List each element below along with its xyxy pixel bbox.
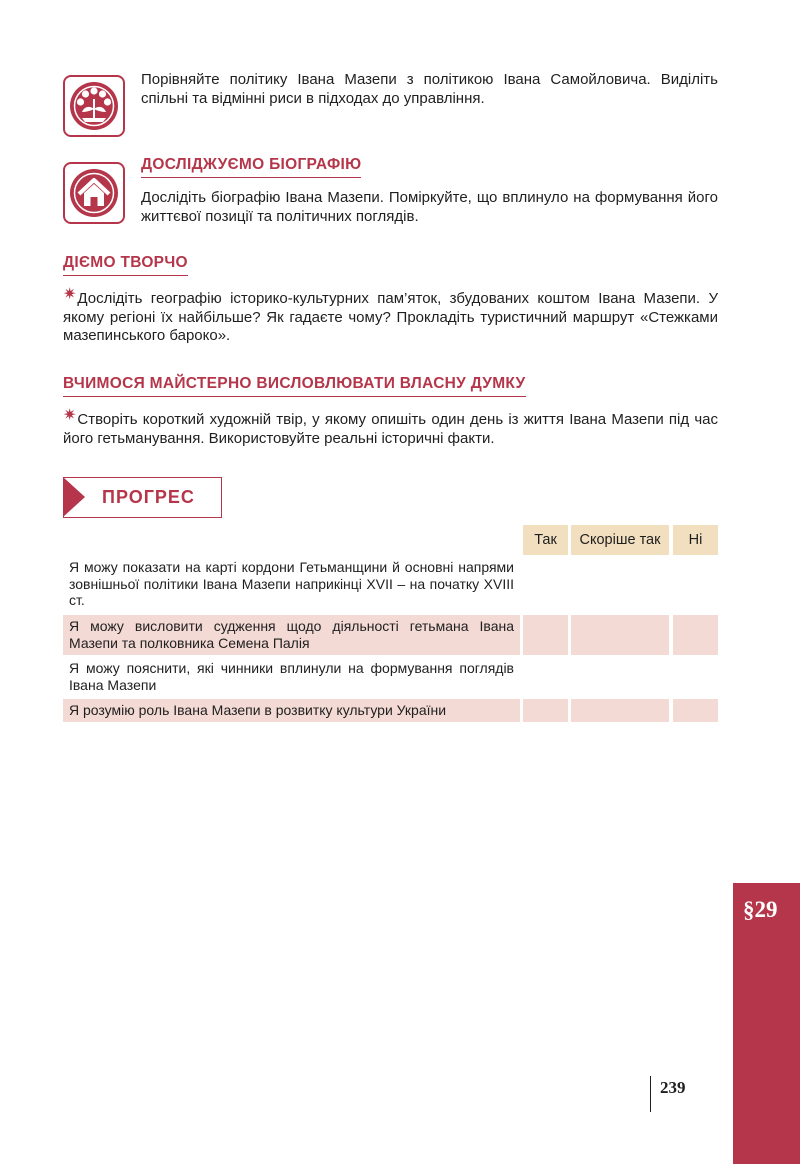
compare-task-text: Порівняйте політику Івана Мазепи з політикою Івана Самойловича. Виділіть спільні та відмінні риси в підходах до управління. — [141, 71, 718, 107]
express-heading: ВЧИМОСЯ МАЙСТЕРНО ВИСЛОВЛЮВАТИ ВЛАСНУ ДУМКУ — [63, 375, 526, 397]
table-row — [63, 657, 718, 697]
cell-yes[interactable] — [523, 699, 568, 722]
cell-rather-yes[interactable] — [571, 699, 669, 722]
biography-heading: ДОСЛІДЖУЄМО БІОГРАФІЮ — [141, 156, 361, 178]
progress-title: ПРОГРЕС — [102, 487, 195, 507]
column-header-rather-yes: Скоріше так — [571, 525, 669, 555]
row-statement: Я можу показати на карті кордони Гетьманщини й основні напрями зовнішньої політики Івана Мазепи наприкінці XVII – на початку XVIII ст. — [69, 559, 514, 608]
cell-no[interactable] — [673, 699, 718, 722]
play-triangle-icon — [63, 477, 85, 517]
cell-yes[interactable] — [523, 615, 568, 655]
star-icon: ✷ — [63, 286, 77, 303]
star-icon: ✷ — [63, 407, 77, 424]
page-number: 239 — [650, 1076, 686, 1112]
cell-no[interactable] — [673, 615, 718, 655]
house-icon — [63, 162, 125, 224]
creative-paragraph — [63, 286, 718, 346]
section-number: §29 — [743, 897, 778, 922]
column-header-no: Ні — [673, 525, 718, 555]
biography-text: Дослідіть біографію Івана Мазепи. Поміркуйте, що вплинуло на формування його життєвої позиції та політичних поглядів. — [141, 189, 718, 225]
progress-title-box — [63, 477, 222, 518]
row-statement: Я можу пояснити, які чинники вплинули на формування поглядів Івана Мазепи — [69, 660, 514, 693]
express-text: Створіть короткий художній твір, у якому опишіть один день із життя Івана Мазепи під час його гетьманування. Використовуйте реальні історичні факти. — [63, 411, 718, 447]
table-row — [63, 615, 718, 655]
row-statement: Я можу висловити судження щодо діяльності гетьмана Івана Мазепи та полковника Семена Палія — [63, 615, 520, 655]
creative-heading: ДІЄМО ТВОРЧО — [63, 254, 188, 276]
table-row — [63, 556, 718, 613]
section-tab — [733, 883, 800, 1164]
creative-text: Дослідіть географію історико-культурних пам’яток, збудованих коштом Івана Мазепи. У якому регіоні їх найбільше? Як гадаєте чому? Прокладіть туристичний маршрут «Стежками мазепинського бароко». — [63, 290, 718, 344]
column-header-yes: Так — [523, 525, 568, 555]
tree-emblem-icon — [63, 75, 125, 137]
cell-rather-yes[interactable] — [571, 615, 669, 655]
table-row — [63, 699, 718, 722]
row-statement: Я розумію роль Івана Мазепи в розвитку культури України — [63, 699, 520, 722]
express-paragraph — [63, 407, 718, 448]
